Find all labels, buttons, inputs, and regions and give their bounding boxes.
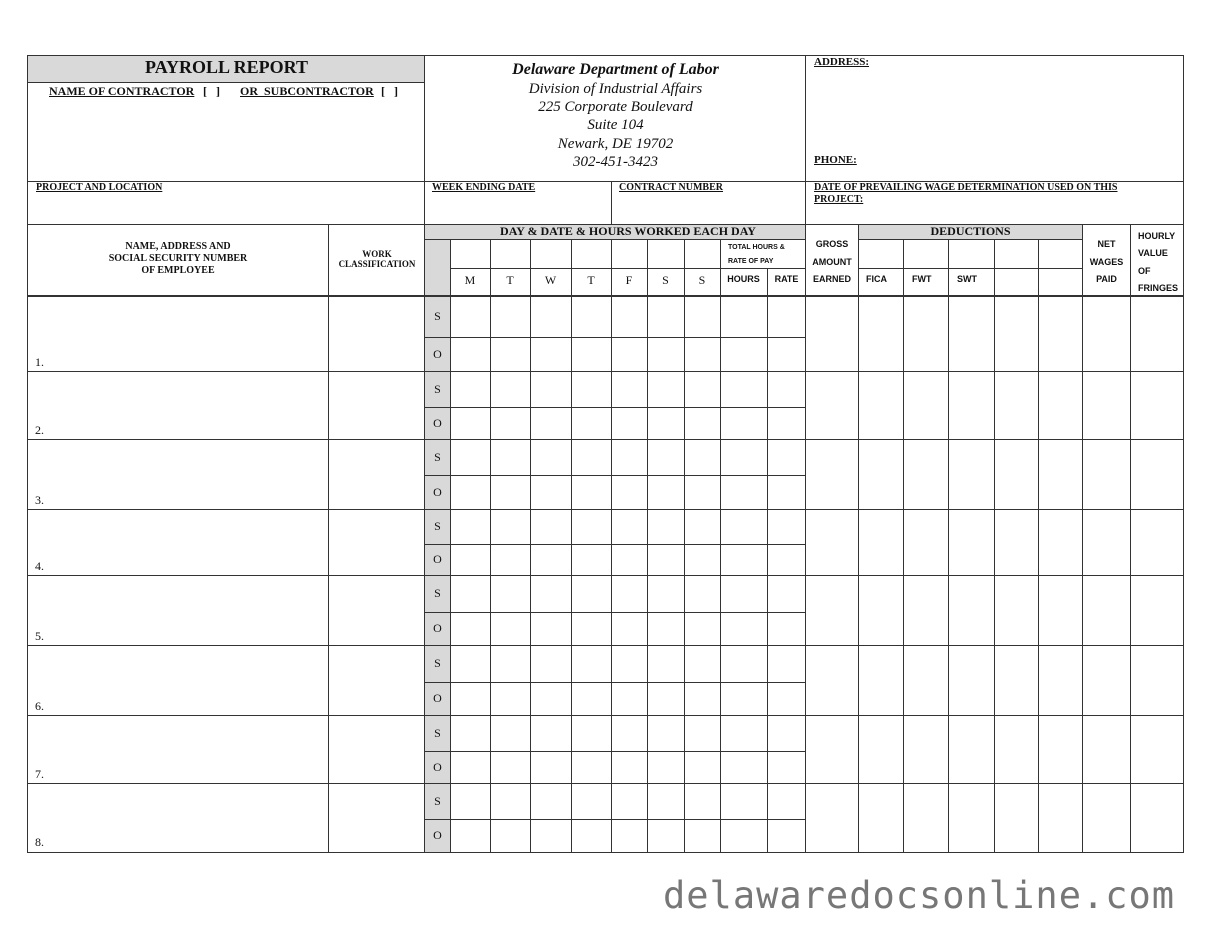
fwt-header: FWT	[912, 274, 932, 284]
day-label-3: W	[544, 273, 557, 287]
project-location-label: PROJECT AND LOCATION	[36, 182, 163, 193]
contractor-checkbox[interactable]: [ ]	[203, 84, 220, 98]
straight-time-label: S	[434, 449, 441, 464]
day-label-6: S	[662, 273, 669, 287]
employee-header-2: SOCIAL SECURITY NUMBER	[108, 253, 248, 264]
days-header-title: DAY & DATE & HOURS WORKED EACH DAY	[500, 224, 756, 238]
watermark-text: delawaredocsonline.com	[663, 874, 1176, 917]
straight-time-label: S	[434, 308, 441, 323]
overtime-label: O	[433, 552, 442, 566]
employee-cell[interactable]	[28, 510, 328, 575]
agency-street: 225 Corporate Boulevard	[538, 99, 693, 115]
net-wages-header-1: NET	[1097, 239, 1116, 249]
overtime-label: O	[433, 484, 442, 499]
net-wages-header-3: PAID	[1096, 274, 1117, 284]
straight-time-label: S	[434, 656, 441, 670]
straight-time-label: S	[434, 519, 441, 533]
net-wages-header-2: WAGES	[1089, 257, 1124, 267]
day-label-4: T	[587, 273, 595, 287]
straight-time-label: S	[434, 586, 441, 600]
row-number: 4.	[35, 559, 44, 573]
gross-header-3: EARNED	[812, 274, 851, 284]
overtime-label: O	[433, 415, 442, 430]
fringes-header-1: HOURLY	[1138, 231, 1176, 241]
fringes-header-3: OF	[1138, 266, 1151, 276]
overtime-label: O	[433, 759, 442, 774]
straight-time-label: S	[434, 793, 441, 808]
straight-time-label: S	[434, 381, 441, 396]
fica-header: FICA	[866, 274, 887, 284]
fringes-header-2: VALUE	[1138, 248, 1168, 258]
address-label: ADDRESS:	[814, 56, 870, 68]
overtime-label: O	[433, 827, 442, 842]
employee-cell[interactable]	[28, 440, 328, 509]
total-hours-header-2: RATE OF PAY	[728, 258, 774, 265]
employee-cell[interactable]	[28, 784, 328, 851]
straight-time-label: S	[434, 725, 441, 740]
gross-header-2: AMOUNT	[812, 257, 852, 267]
row-number: 3.	[35, 493, 44, 507]
row-number: 8.	[35, 835, 44, 849]
day-label-5: F	[625, 273, 633, 287]
employee-cell[interactable]	[28, 646, 328, 715]
wage-determination-label-2: PROJECT:	[814, 194, 864, 205]
overtime-label: O	[433, 691, 442, 705]
day-label-7: S	[698, 273, 706, 287]
wage-determination-label: DATE OF PREVAILING WAGE DETERMINATION USED ON THIS	[814, 182, 1118, 193]
employee-cell[interactable]	[28, 576, 328, 645]
deductions-header-title: DEDUCTIONS	[930, 224, 1011, 238]
agency-phone: 302-451-3423	[573, 154, 658, 170]
phone-label: PHONE:	[814, 154, 857, 166]
rate-header: RATE	[774, 274, 799, 284]
page-title: PAYROLL REPORT	[145, 57, 308, 77]
swt-header: SWT	[957, 274, 977, 284]
agency-name: Delaware Department of Labor	[512, 61, 719, 78]
employee-cell[interactable]	[28, 716, 328, 783]
contractor-label: NAME OF CONTRACTOR	[49, 84, 195, 98]
day-label-2: T	[506, 273, 514, 287]
row-number: 7.	[35, 767, 44, 781]
agency-city: Newark, DE 19702	[557, 136, 674, 152]
subcontractor-label: OR SUBCONTRACTOR	[240, 84, 374, 98]
row-number: 2.	[35, 423, 44, 437]
day-label-1: M	[464, 273, 476, 287]
row-number: 1.	[35, 355, 44, 369]
total-hours-header-1: TOTAL HOURS &	[728, 244, 785, 251]
subcontractor-checkbox[interactable]: [ ]	[381, 84, 398, 98]
row-number: 6.	[35, 699, 44, 713]
work-header-1: WORK	[362, 249, 392, 259]
row-number: 5.	[35, 629, 44, 643]
agency-division: Division of Industrial Affairs	[528, 81, 703, 97]
week-ending-label: WEEK ENDING DATE	[432, 182, 536, 193]
employee-header-3: OF EMPLOYEE	[141, 265, 215, 276]
fringes-header-4: FRINGES	[1138, 283, 1179, 293]
overtime-label: O	[433, 621, 442, 635]
overtime-label: O	[433, 346, 442, 361]
work-header-2: CLASSIFICATION	[338, 259, 416, 269]
hours-header: HOURS	[727, 274, 760, 284]
agency-suite: Suite 104	[587, 117, 644, 133]
employee-header-1: NAME, ADDRESS AND	[125, 241, 231, 252]
employee-cell[interactable]	[28, 296, 328, 371]
contract-number-label: CONTRACT NUMBER	[619, 182, 723, 193]
employee-cell[interactable]	[28, 372, 328, 439]
gross-header-1: GROSS	[815, 239, 849, 249]
